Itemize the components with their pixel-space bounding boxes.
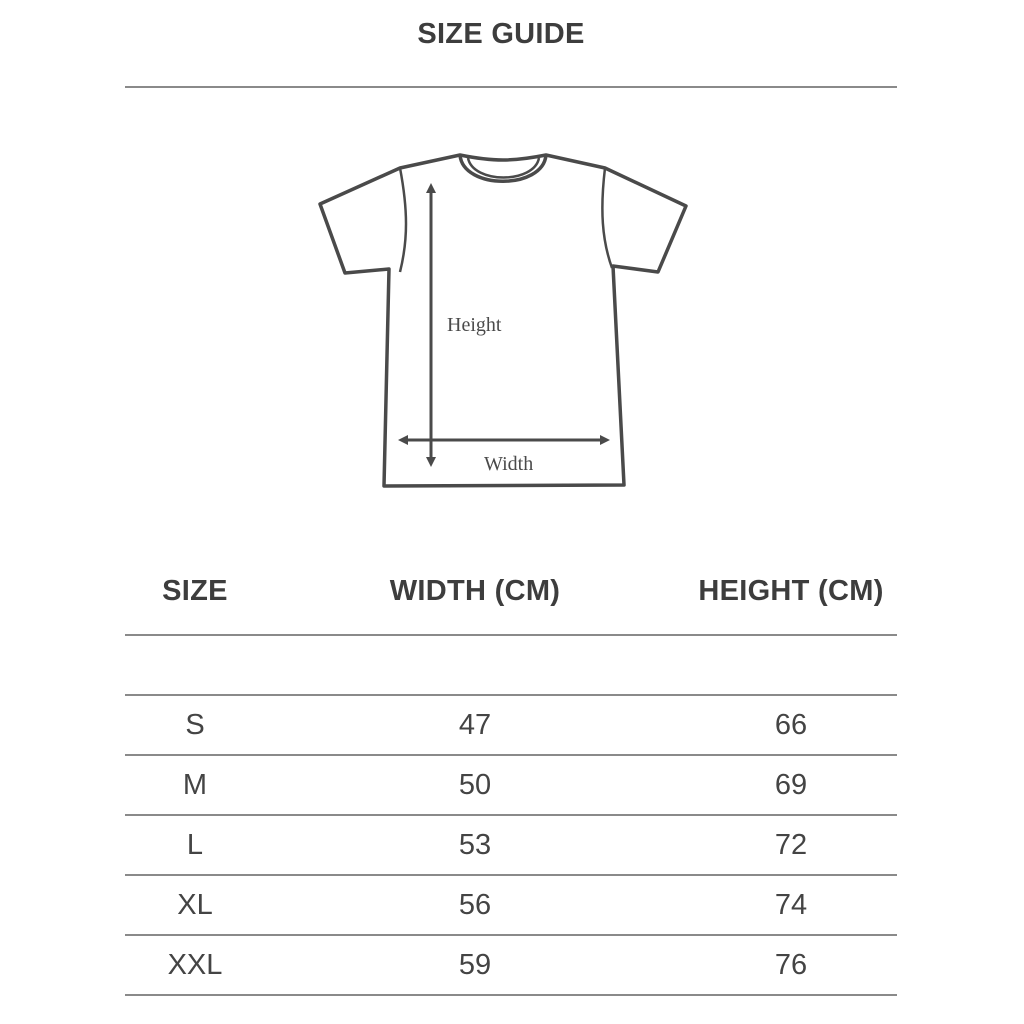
height-cell: 76 bbox=[774, 948, 808, 981]
table-row bbox=[125, 816, 897, 876]
height-cell: 74 bbox=[774, 888, 808, 921]
width-label: Width bbox=[484, 453, 534, 475]
tshirt-outline bbox=[320, 155, 686, 486]
header-size: SIZE bbox=[162, 574, 228, 607]
width-cell: 59 bbox=[458, 948, 492, 981]
header-width: WIDTH (CM) bbox=[389, 574, 561, 607]
width-cell: 56 bbox=[458, 888, 492, 921]
size-cell: XXL bbox=[167, 948, 223, 981]
table-row bbox=[125, 696, 897, 756]
height-cell: 66 bbox=[774, 708, 808, 741]
size-cell: L bbox=[186, 828, 204, 861]
size-cell: XL bbox=[177, 888, 213, 921]
height-cell: 72 bbox=[774, 828, 808, 861]
width-cell: 50 bbox=[458, 768, 492, 801]
size-table bbox=[125, 548, 897, 996]
table-row bbox=[125, 936, 897, 996]
size-cell: S bbox=[185, 708, 205, 741]
table-row bbox=[125, 876, 897, 936]
page-title: SIZE GUIDE bbox=[417, 18, 585, 50]
height-cell: 69 bbox=[774, 768, 808, 801]
title-divider bbox=[125, 86, 897, 88]
size-cell: M bbox=[182, 768, 208, 801]
tshirt-diagram bbox=[300, 140, 700, 500]
width-cell: 53 bbox=[458, 828, 492, 861]
width-cell: 47 bbox=[458, 708, 492, 741]
height-label: Height bbox=[447, 314, 502, 336]
table-spacer-row bbox=[125, 636, 897, 696]
header-height: HEIGHT (CM) bbox=[698, 574, 884, 607]
table-row bbox=[125, 756, 897, 816]
tshirt-illustration bbox=[300, 140, 700, 500]
table-header-row bbox=[125, 548, 897, 636]
